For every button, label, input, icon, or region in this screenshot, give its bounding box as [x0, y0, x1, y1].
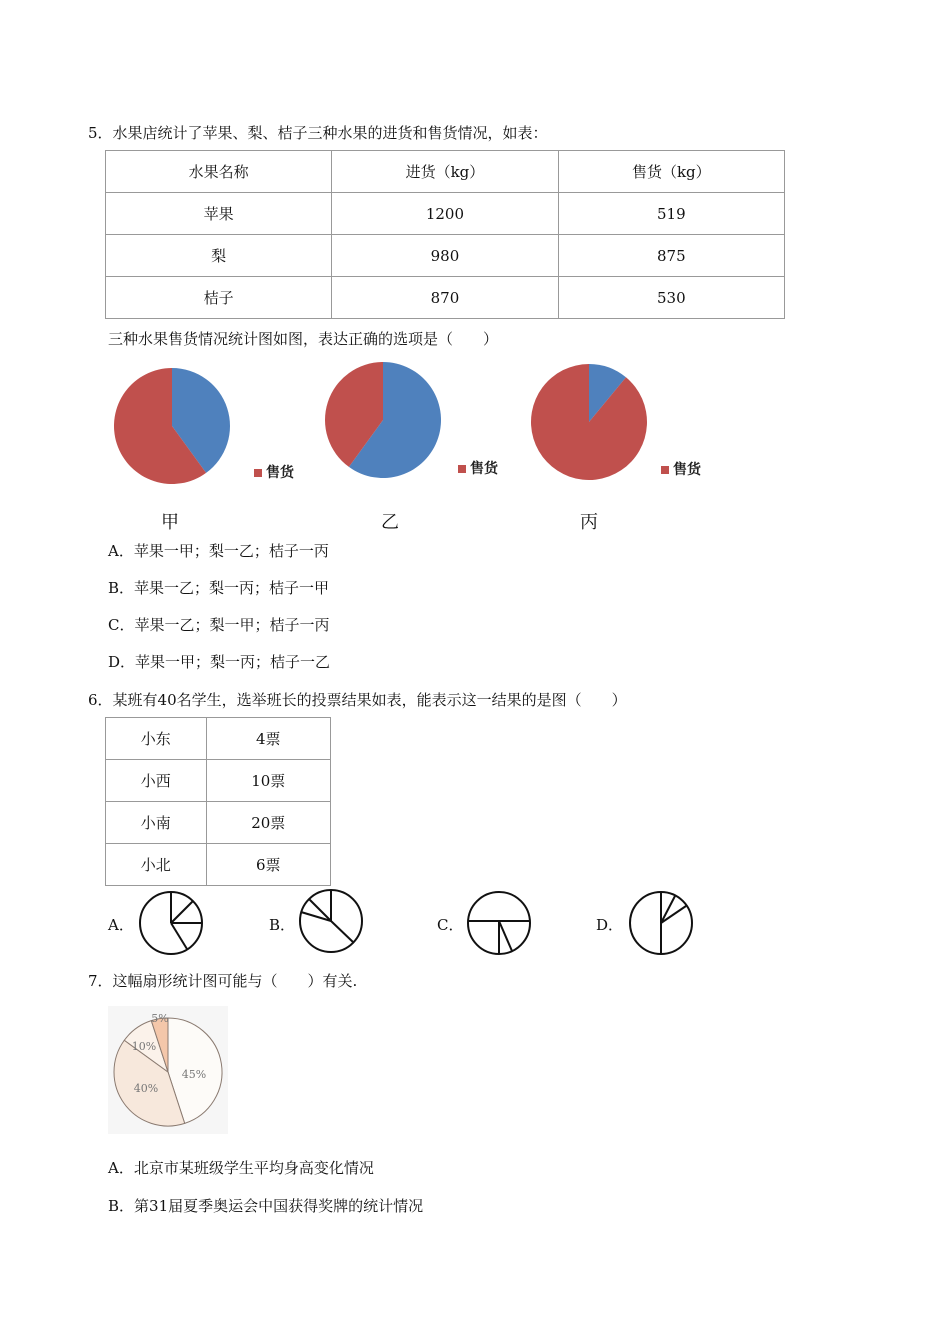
table-cell: 530 — [558, 277, 784, 319]
pie-legend-jia — [254, 462, 294, 482]
q6-option-d-label[interactable]: D． — [596, 916, 624, 934]
pie-name-yi: 乙 — [381, 512, 399, 533]
table-header: 进货（kg） — [332, 151, 558, 193]
table-row — [106, 718, 331, 760]
q6-option-b-label[interactable]: B． — [269, 916, 296, 934]
table-row — [106, 277, 785, 319]
legend-swatch — [458, 465, 466, 473]
q7-stem: 7．这幅扇形统计图可能与（ ）有关. — [88, 972, 358, 990]
table-cell: 1200 — [332, 193, 558, 235]
table-cell: 519 — [558, 193, 784, 235]
legend-label: 售货 — [673, 462, 701, 478]
table-cell: 小南 — [106, 802, 207, 844]
table-cell: 小东 — [106, 718, 207, 760]
table-row — [106, 844, 331, 886]
q5-option-c[interactable]: C．苹果一乙；梨一甲；桔子一丙 — [108, 616, 330, 634]
q5-table — [105, 150, 785, 319]
table-cell: 苹果 — [106, 193, 332, 235]
q6-option-c-label[interactable]: C． — [437, 916, 464, 934]
table-cell: 6票 — [206, 844, 330, 886]
q6-option-a-label[interactable]: A． — [108, 916, 134, 934]
legend-swatch — [661, 466, 669, 474]
pie-percent-label: 40% — [133, 1082, 159, 1095]
q6-option-c-circle[interactable] — [466, 890, 532, 956]
pie-percent-label: 5% — [151, 1012, 169, 1025]
pie-name-bing: 丙 — [580, 512, 598, 533]
q6-option-a-circle[interactable] — [138, 890, 204, 956]
pie-chart-yi — [323, 360, 443, 480]
q5-option-b[interactable]: B．苹果一乙；梨一丙；桔子一甲 — [108, 579, 330, 597]
table-cell: 980 — [332, 235, 558, 277]
q6-table — [105, 717, 331, 886]
q7-option-a[interactable]: A．北京市某班级学生平均身高变化情况 — [108, 1159, 374, 1177]
pie-name-jia: 甲 — [161, 512, 179, 533]
pie-legend-bing — [661, 459, 701, 479]
table-cell: 20票 — [206, 802, 330, 844]
q5-option-d[interactable]: D．苹果一甲；梨一丙；桔子一乙 — [108, 653, 331, 671]
q7-option-b[interactable]: B．第31届夏季奥运会中国获得奖牌的统计情况 — [108, 1197, 424, 1215]
table-header: 水果名称 — [106, 151, 332, 193]
pie-legend-yi — [458, 458, 498, 478]
table-row — [106, 760, 331, 802]
table-row — [106, 151, 785, 193]
table-cell: 小西 — [106, 760, 207, 802]
table-row — [106, 235, 785, 277]
pie-percent-label: 10% — [131, 1040, 157, 1053]
table-cell: 870 — [332, 277, 558, 319]
q6-stem: 6．某班有40名学生，选举班长的投票结果如表，能表示这一结果的是图（ ） — [88, 691, 627, 709]
pie-chart-jia — [112, 366, 232, 486]
q6-option-d-circle[interactable] — [628, 890, 694, 956]
table-cell: 10票 — [206, 760, 330, 802]
table-cell: 4票 — [206, 718, 330, 760]
legend-label: 售货 — [470, 461, 498, 477]
q5-stem: 5．水果店统计了苹果、梨、桔子三种水果的进货和售货情况，如表： — [88, 124, 548, 142]
table-row — [106, 193, 785, 235]
table-row — [106, 802, 331, 844]
q5-option-a[interactable]: A．苹果一甲；梨一乙；桔子一丙 — [108, 542, 329, 560]
legend-swatch — [254, 469, 262, 477]
q6-option-b-circle[interactable] — [298, 888, 364, 954]
table-cell: 小北 — [106, 844, 207, 886]
pie-slice-sold — [531, 364, 647, 480]
pie-percent-label: 45% — [181, 1068, 207, 1081]
table-cell: 梨 — [106, 235, 332, 277]
q5-question: 三种水果售货情况统计图如图，表达正确的选项是（ ） — [108, 330, 499, 348]
table-header: 售货（kg） — [558, 151, 784, 193]
table-cell: 875 — [558, 235, 784, 277]
pie-chart-bing — [529, 362, 649, 482]
q7-pie-chart — [108, 1006, 228, 1134]
legend-label: 售货 — [266, 465, 294, 481]
table-cell: 桔子 — [106, 277, 332, 319]
